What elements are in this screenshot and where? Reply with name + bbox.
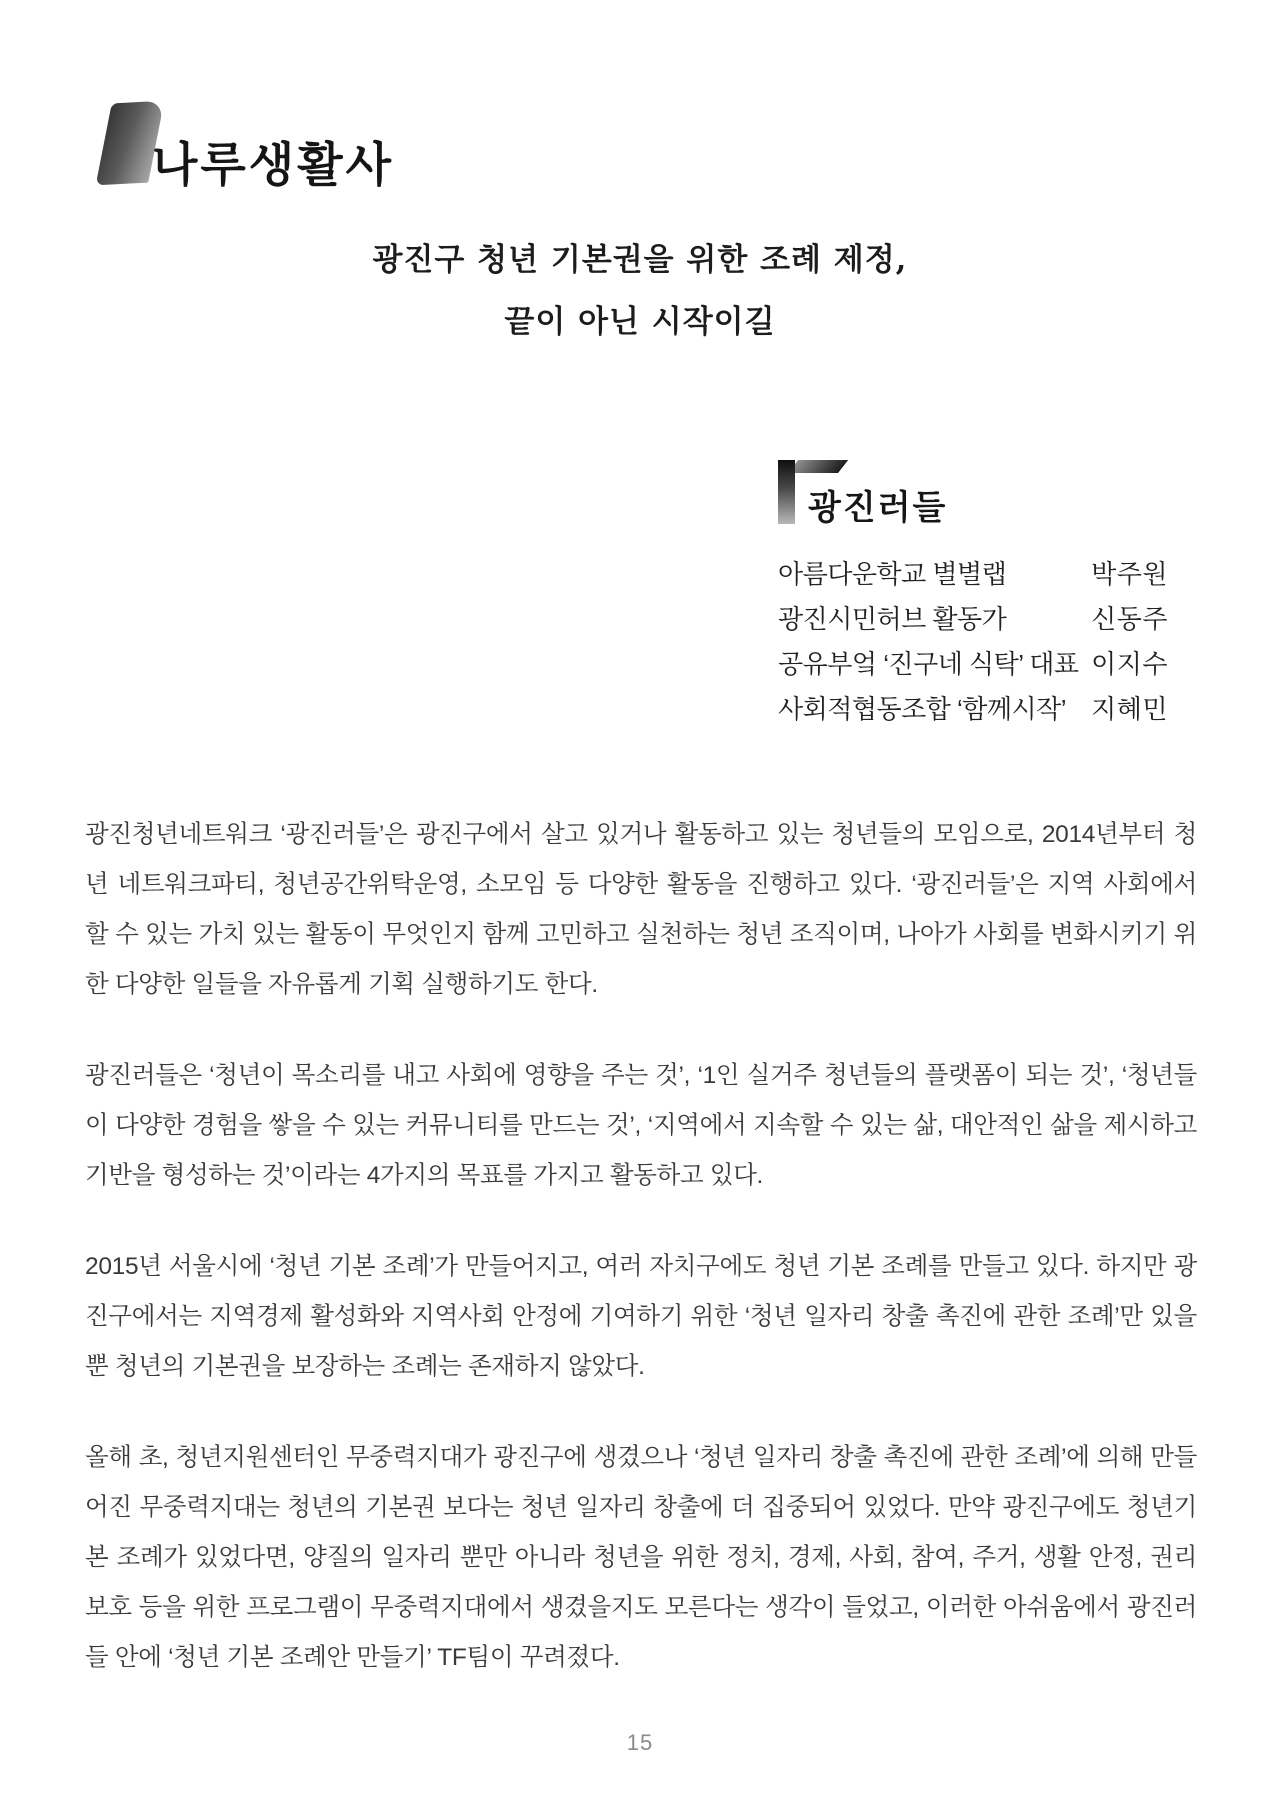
masthead-logo-text: 나루생활사 xyxy=(152,138,395,193)
contributors-heading xyxy=(778,458,1168,550)
article-paragraph: 2015년 서울시에 ‘청년 기본 조례’가 만들어지고, 여러 자치구에도 청년 기본 조례를 만들고 있다. 하지만 광진구에서는 지역경제 활성화와 지역사회 안정에 기여하기 위한 ‘청년 일자리 창출 촉진에 관한 조례’만 있을 뿐 청년의 기본권을 보장하는 조례는 존재하지 않았다. xyxy=(85,1253,1197,1380)
contributor-affiliation: 광진시민허브 활동가 xyxy=(778,604,1007,634)
article-title-line1: 광진구 청년 기본권을 위한 조례 제정, xyxy=(372,242,908,278)
article-paragraph: 광진러들은 ‘청년이 목소리를 내고 사회에 영향을 주는 것’, ‘1인 실거주 청년들의 플랫폼이 되는 것’, ‘청년들이 다양한 경험을 쌓을 수 있는 커뮤니티를 만드는 것’, ‘지역에서 지속할 수 있는 삶, 대안적인 삶을 제시하고 기반을 형성하는 것’이라는 4가지의 목표를 가지고 활동하고 있다. xyxy=(85,1062,1197,1189)
article-paragraph: 올해 초, 청년지원센터인 무중력지대가 광진구에 생겼으나 ‘청년 일자리 창출 촉진에 관한 조례’에 의해 만들어진 무중력지대는 청년의 기본권 보다는 청년 일자리 창출에 더 집중되어 있었다. 만약 광진구에도 청년기본 조례가 있었다면, 양질의 일자리 뿐만 아니라 청년을 위한 정치, 경제, 사회, 참여, 주거, 생활 안정, 권리 보호 등을 위한 프로그램이 무중력지대에서 생겼을지도 모른다는 생각이 들었고, 이러한 아쉬움에서 광진러들 안에 ‘청년 기본 조례안 만들기’ TF팀이 꾸려졌다. xyxy=(85,1444,1197,1671)
contributor-affiliation: 사회적협동조합 ‘함께시작’ xyxy=(778,694,1067,724)
contributor-row xyxy=(778,597,1168,642)
masthead-logo xyxy=(100,96,520,206)
contributors-heading-text: 광진러들 xyxy=(808,488,948,528)
contributors-section xyxy=(778,458,1168,732)
article-title xyxy=(0,240,1280,342)
article-paragraph: 광진청년네트워크 ‘광진러들’은 광진구에서 살고 있거나 활동하고 있는 청년들의 모임으로, 2014년부터 청년 네트워크파티, 청년공간위탁운영, 소모임 등 다양한 활동을 진행하고 있다. ‘광진러들’은 지역 사회에서 할 수 있는 가치 있는 활동이 무엇인지 함께 고민하고 실천하는 청년 조직이며, 나아가 사회를 변화시키기 위한 다양한 일들을 자유롭게 기획 실행하기도 한다. xyxy=(85,821,1197,998)
contributors-list xyxy=(778,552,1168,732)
contributor-name: 이지수 xyxy=(1091,649,1168,679)
contributor-affiliation: 공유부엌 ‘진구네 식탁’ 대표 xyxy=(778,649,1079,679)
contributor-row xyxy=(778,552,1168,597)
contributor-row xyxy=(778,687,1168,732)
contributor-row xyxy=(778,642,1168,687)
contributor-name: 지혜민 xyxy=(1091,694,1168,724)
contributor-name: 신동주 xyxy=(1091,604,1168,634)
article-body xyxy=(85,810,1197,1724)
article-title-line2: 끝이 아닌 시작이길 xyxy=(504,304,776,340)
page-number: 15 xyxy=(626,1730,654,1755)
contributor-name: 박주원 xyxy=(1091,559,1168,589)
contributor-affiliation: 아름다운학교 별별랩 xyxy=(778,559,1007,589)
